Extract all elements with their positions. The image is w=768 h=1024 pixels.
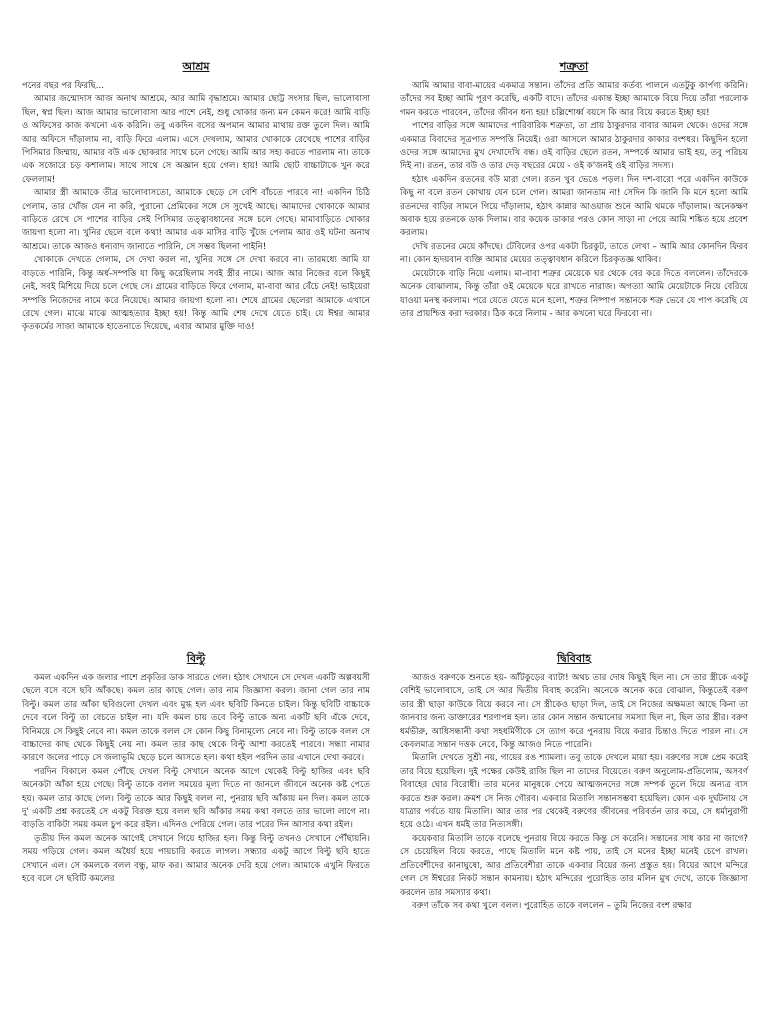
story-paragraph: তৃতীয় দিন কমল অনেক আগেই সেখানে গিয়ে হাজির হল। কিন্তু বিল্টু তখনও সেখানে পৌঁছায়নি। সময় গড়িয়ে গেল। কমল অধৈর্য হয়ে পায়চারি করতে লাগল। সন্ধ্যার একটু আগে বিল্টু ছবি হাতে সেখানে এল। সে কমলকে বলল বন্ধু, মাফ কর। আমার অনেক দেরি হয়ে গেল। আমাকে এখুনি ফিরতে হবে বলে সে ছবিটি কমলের (22, 833, 370, 885)
story-biltu (22, 652, 370, 887)
story-title: দ্বিবিবাহ (556, 652, 592, 665)
story-paragraph: আজও বরুণকে শুনতে হয়- আঁটকুড়ের ব্যাটা! অথচ তার দোষ কিছুই ছিল না। সে তার স্ত্রীকে একটু বেশিই ভালোবাসে, তাই সে আর দ্বিতীয় বিবাহ করেনি। অনেকে অনেক করে বোঝাল, কিন্তুতেই বরুণ তার স্ত্রী ছাড়া কাউকে বিয়ে করবে না। সে স্ত্রীকেও ছাড়া দিল, তাই সে নিজের অক্ষমতা আছে কিনা তা জানবার জন্য ডাক্তারের শরণাপন্ন হল। তার কোন সন্তান জন্মানোর সমস্যা ছিল না, ছিল তার স্ত্রীর। বরুণ ধর্মভীরু, আধিসন্ধানী কথা সহধর্মিণীকে সে ত্যাগ করে পুনরায় বিয়ে করার চিন্তাও দিতে পারল না। সে কেবলমাত্র সন্তান দত্তক নেবে, কিন্তু আজও নিতে পারেনি। (400, 673, 748, 751)
story-paragraph: খোকাকে দেখতে গেলাম, সে দেখা করল না, খুনির সঙ্গে সে দেখা করবে না। তারমধ্যে আমি যা বাড়তে পারিনি, কিন্তু অর্ধ-সম্পত্তি যা কিছু করেছিলাম সবই স্ত্রীর নামে। আজ আর নিজের বলে কিছুই নেই, সবই মিশিয়ে দিয়ে চলে গেছে সে। গ্রামের বাড়িতে ফিরে গেলাম, মা-বাবা আর বেঁচে নেই! ভাইয়েরা সম্পত্তি নিজেদের নামে করে নিয়েছে। আমার জায়গা হলো না। শেষে গ্রামের ছেলেরা আমাকে এখানে রেখে গেল। মাঝে মাঝে আত্মহত্যার ইচ্ছা হয়! কিন্তু আমি শেষ দেখে যেতে চাই। যে ঈশ্বর আমার কৃতকর্মের সাজা আমাকে হাতেনাতে দিয়েছে, এবার আমার মুক্তি দাও! (22, 255, 370, 333)
story-dwibibaho (400, 652, 748, 913)
story-paragraph: হঠাৎ একদিন রতনের বউ মারা গেল। রতন খুব ভেঙে পড়ল। দিন দশ-বারো পরে একদিন কাউকে কিছু না বলে রতন কোথায় যেন চলে গেল। আমরা জানতাম না! সেদিন কি জানি কি মনে হলো আমি রতনদের বাড়ির সামনে গিয়ে দাঁড়ালাম, হঠাৎ কান্নার আওয়াজ শুনে আমি থমকে দাঁড়ালাম। অনেকক্ষণ অবাক হয়ে রতনকে ডাক দিলাম। বার কয়েক ডাকার পরও কোন সাড়া না পেয়ে আমি শঙ্কিত হয়ে প্রবেশ করলাম। (400, 174, 748, 239)
story-title: বিল্টু (186, 652, 206, 665)
story-title: আশ্রম (182, 60, 210, 73)
story-paragraph: মিতালি দেখতে সুশ্রী নয়, গায়ের রঙ শ্যামলা। তবু তাকে দেখলে মায়া হয়। বরুণের সঙ্গে প্রেম করেই তার বিয়ে হয়েছিল। দুই পক্ষের কেউই রাজি ছিল না তাদের বিয়েতে। বরুণ অনুলোম-প্রতিলোম, অসবর্ণ বিবাহের ঘোর বিরোধী। তার মনের মানুষকে পেয়ে আত্মজনদের সঙ্গে সম্পর্ক তুলে দিয়ে অন্যত্র বাস করতে শুরু করল। ক্রমশ সে নিজ গৌরব। একবার মিতালি সন্তানসম্ভবা হয়েছিল। কোন এক দুর্ঘটনায় সে যাত্রার পর্বতে যায় মিতালি। আর তার পর থেকেই বরুণের জীবনের পরিবর্তন তার করে, সে ধর্মানুরাগী হয়ে ওঠে। এখন ধর্মই তার নিত্যসঙ্গী। (400, 753, 748, 831)
story-paragraph: কমল একদিন এক জলার পাশে প্রকৃতির ডাক সারতে গেল। হঠাৎ সেখানে সে দেখল একটি অল্পবয়সী ছেলে বসে বসে ছবি আঁকছে। কমল তার কাছে গেল। তার নাম জিজ্ঞাসা করল। জানা গেল তার নাম বিল্টু। কমল তার আঁকা ছবিগুলো দেখল এবং মুগ্ধ হল এবং ছবিটি কিনতে চাইল। কিন্তু ছবিটি বাচ্চাকে দেবে বলে বিল্টু তা বেচতে চাইল না। যদি কমল চায় তবে বিল্টু তাকে অন্য একটি ছবি এঁকে দেবে, বিনিময়ে সে কিছুই নেবে না। কমল তাকে বলল সে কোন কিছু বিনামূল্যে নেবে না। বিল্টু তাকে বলল সে বাচ্চাদের কাছ থেকে কিছুই নেয় না। কমল তার কাছ থেকে বিল্টু আশা করতেই পারবে। সন্ধ্যা নামার কারণে জলের পাড়ে সে জলাভূমি ছেড়ে চলে আসতে হল। কথা হইল পরদিন তার এখানে দেখা করবে। (22, 673, 370, 764)
story-paragraph: পরদিন বিকালে কমল পৌঁছে দেখল বিল্টু সেখানে অনেক আগে থেকেই বিল্টু হাজির এবং ছবি অনেকটা আঁকা হয়ে গেছে। বিল্টু তাকে বলল সময়ের মূল্য দিতে না জানলে জীবনে অনেক কষ্ট পেতে হয়। কমল তার কাছে গেল। বিল্টু তাকে আর কিছুই বলল না, পুনরায় ছবি আঁকায় মন দিল। কমল তাকে দু' একটি প্রশ্ন করতেই সে একটু বিরক্ত হয়ে বলল ছবি আঁকার সময় কথা বলতে তার ভালো লাগে না। বাড়তি বাকিটা সময় কমল চুপ করে রইল। এদিনও পেরিয়ে গেল। তার পরের দিন আসার কথা রইল। (22, 766, 370, 831)
story-paragraph: মেয়েটাকে বাড়ি নিয়ে এলাম। মা-বাবা শত্রুর মেয়েকে ঘর থেকে বের করে দিতে বললেন। তাঁদেরকে অনেক বোঝালাম, কিন্তু তাঁরা ওই মেয়েকে ঘরে রাখতে নারাজ। অগত্যা আমি মেয়েটাকে নিয়ে বেরিয়ে যাওয়া মনস্থ করলাম। পরে যেতে যেতে মনে হলো, শত্রুর নিষ্পাপ সন্তানকে শত্রু ভেবে যে পাপ করেছি যে তার প্রায়শ্চিত্ত করা দরকার। ঠিক করে নিলাম - আর কখনো ঘরে ফিরবো না। (400, 268, 748, 319)
story-title: শত্রুতা (559, 60, 589, 73)
story-paragraph: পাশের বাড়ির সঙ্গে আমাদের পারিবারিক শত্রুতা, তা প্রায় ঠাকুরদার বাবার আমল থেকে। ওদের সঙ্গে একমাত্র বিবাদের সূত্রপাত সম্পত্তি নিয়েই। ওরা আসলে আমার ঠাকুরদার কাকার বংশধর। কিছুদিন হলো ওদের সঙ্গে আমাদের মুখ দেখাদেখি বন্ধ। ওই বাড়ির ছেলে রতন, সম্পর্কে আমার ভাই হয়, তবু পরিচয় দিই না। রতন, তার বউ ও তার দেড় বছরের মেয়ে - ওই ক'জনই ওই বাড়ির সদস্য। (400, 121, 748, 172)
story-paragraph: পনের বছর পর ফিরছি... (22, 81, 104, 91)
story-shatruta (400, 60, 748, 321)
story-paragraph: আমি আমার বাবা-মায়ের একমাত্র সন্তান। তাঁদের প্রতি আমার কর্তব্য পালনে এতটুকু কার্পণ্য করিনি। তাঁদের সব ইচ্ছা আমি পূরণ করেছি, একটি বাদে। তাঁদের একান্ত ইচ্ছা আমাকে বিয়ে দিয়ে তাঁরা পরলোক গমন করতে পারবেন, তাঁদের জীবন ধন্য হয়! চল্লিশোর্ধ্ব বয়সে কি আর বিয়ে করতে ইচ্ছা হয়! (400, 81, 748, 118)
story-paragraph: বরুণ তাঁকে সব কথা খুলে বলল। পুরোহিত তাকে বললেন – তুমি নিজের বংশ রক্ষার (412, 900, 692, 911)
story-paragraph: কয়েকবার মিতালি তাকে বলেছে পুনরায় বিয়ে করতে কিন্তু সে করেনি। সন্তানের সাধ কার না জাগে? সে চেয়েছিল বিয়ে করতে, পাছে মিতালি মনে কষ্ট পায়, তাই সে মনের ইচ্ছা মনেই চেপে রাখল। প্রতিবেশীদের কানাঘুষো, আর প্রতিবেশীরা তাকে একবার বিয়ের জন্য প্রস্তুত হয়। বিয়ের আগে মন্দিরে গেল সে ঈশ্বরের নিকট সন্তান কামনায়। হঠাৎ মন্দিরের পুরোহিত তার মলিন মুখ দেখে, তাকে জিজ্ঞাসা করলেন তার সমস্যার কথা। (400, 833, 748, 898)
story-ashram (22, 60, 370, 335)
story-paragraph: আমার স্ত্রী আমাকে তীব্র ভালোবাসতো, আমাকে ছেড়ে সে বেশি বাঁচতে পারবে না! একদিন চিঠি পেলাম, তার খোঁজ যেন না করি, পুরানো প্রেমিকের সঙ্গে সে সুখেই আছে। আমাদের খোকাকে আমার বাড়িতে রেখে সে পাশের বাড়ির সেই পিসিমার তত্ত্বাবধানের সঙ্গে চলে গেছে। মামাবাড়িতে খোকার জায়গা হলো না। খুনির ছেলে বলে কথা! আমার এক মাসির বাড়ি খুঁজে পেলাম আর ওই ঘটনা অনাথ আশ্রমে। তাকে আজও ধন্যবাদ জানাতে পারিনি, সে সম্ভব ছিলনা পাইনি! (22, 188, 370, 252)
story-paragraph: আমার জন্মোদাস আজ অনাথ আশ্রমে, আর আমি বৃদ্ধাশ্রমে। আমার ছোট্ট সংসার ছিল, ভালোবাসা ছিল, স্বপ্ন ছিল। আজ আমার ভালোবাসা আর পাশে নেই, শুধু খোকার জন্য মন কেমন করে! আমি বাড়ি ও অফিসের কাজ কখনো এক করিনি। তবু একদিন বসের অপমান আমার মাথায় রক্ত তুলে দিল। আমি আর অফিসে দাঁড়ালাম না, বাড়ি ফিরে এলাম। এসে দেখলাম, আমার খোকাকে রেখেছে পাশের বাড়ির পিসিমার জিম্মায়, আমার বউ এক ছোকরার সাথে চলে গেছে। আমি আর সহ্য করতে পারলাম না। তাকে এক সজোরে চড় কশালাম। সাথে সাথে সে অজ্ঞান হয়ে গেল। হায়! আমি ছোট বাচ্চাটাকে খুন করে ফেললাম! (22, 94, 370, 185)
story-paragraph: দেখি রতনের মেয়ে কাঁদছে। টেবিলের ওপর একটা চিরকুট, তাতে লেখা – আমি আর কোনদিন ফিরব না। কোন হৃদয়বান ব্যক্তি আমার মেয়ের তত্ত্বাবধান করিলে চিরকৃতজ্ঞ থাকিব। (400, 241, 748, 266)
